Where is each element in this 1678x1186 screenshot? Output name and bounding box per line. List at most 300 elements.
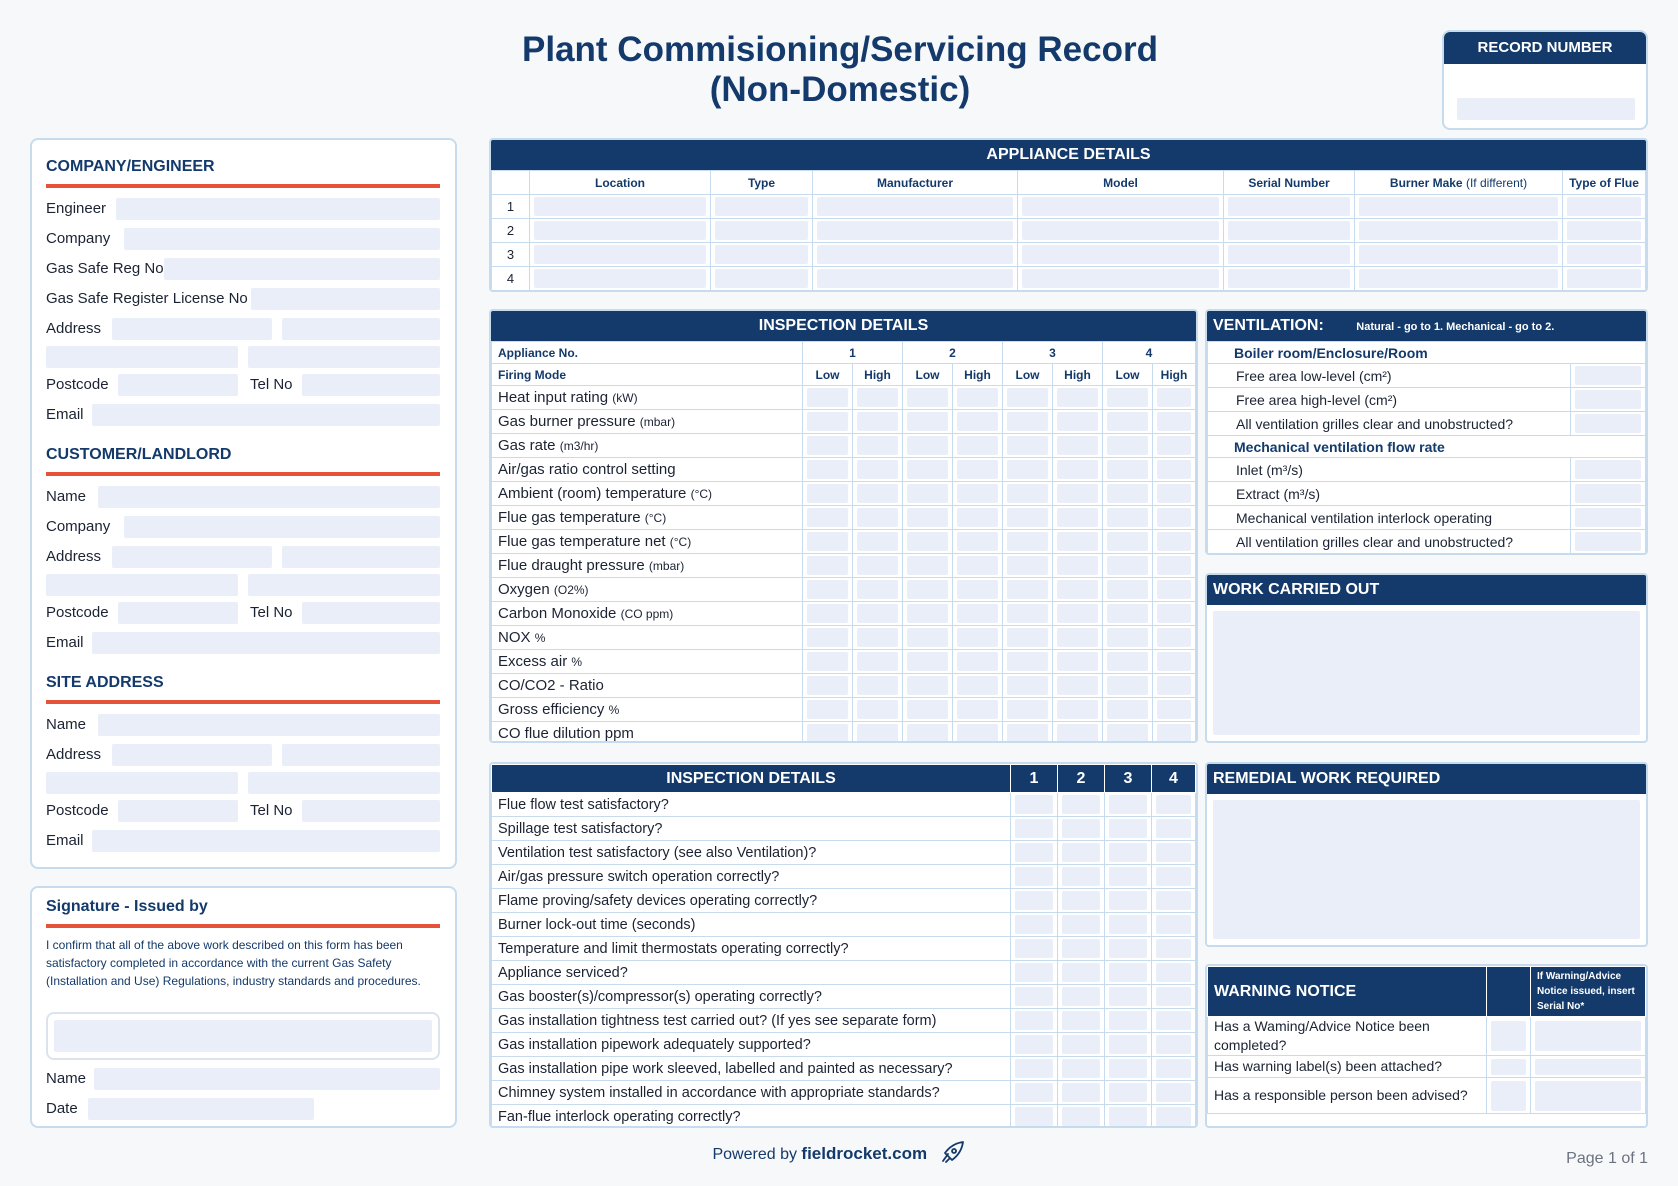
company-address-field-4[interactable] [248,346,440,368]
reading-input[interactable] [807,604,848,623]
reading-input[interactable] [857,724,898,743]
appliance-input[interactable] [1022,245,1219,264]
reading-input[interactable] [1057,580,1098,599]
reading-input[interactable] [1007,388,1048,407]
site-postcode-field[interactable] [118,800,238,822]
reading-input[interactable] [1007,532,1048,551]
reading-input[interactable] [957,700,998,719]
reading-input[interactable] [857,412,898,431]
reading-input[interactable] [857,532,898,551]
ventilation-input[interactable] [1575,390,1641,409]
reading-label-cell [492,410,803,434]
appliance-cell [1563,243,1646,267]
check-input[interactable] [1156,891,1191,910]
appliance-input[interactable] [1567,221,1641,240]
reading-input[interactable] [857,388,898,407]
appliance-input[interactable] [817,269,1013,288]
reading-input[interactable] [1157,508,1191,527]
check-input[interactable] [1062,1035,1100,1054]
customer-address-field-2[interactable] [282,546,440,568]
reading-unit: % [608,703,620,717]
warning-title: WARNING NOTICE [1208,967,1487,1017]
reading-input[interactable] [907,436,948,455]
check-input[interactable] [1109,843,1147,862]
reading-input[interactable] [1057,556,1098,575]
reading-input[interactable] [957,580,998,599]
reading-input[interactable] [1157,532,1191,551]
reading-input[interactable] [1057,532,1098,551]
reading-input[interactable] [1107,604,1148,623]
reading-input[interactable] [1007,436,1048,455]
reading-input[interactable] [907,484,948,503]
check-input[interactable] [1062,1011,1100,1030]
reading-input[interactable] [857,508,898,527]
check-input[interactable] [1062,987,1100,1006]
check-input[interactable] [1109,1059,1147,1078]
appliance-cell [1355,267,1563,291]
reading-input[interactable] [1157,676,1191,695]
reading-input[interactable] [1107,388,1148,407]
site-address-field-1[interactable] [112,744,272,766]
col-burner-make [1355,171,1563,195]
check-input[interactable] [1109,867,1147,886]
reading-input[interactable] [1157,436,1191,455]
check-cell [1058,913,1105,937]
reading-input[interactable] [807,556,848,575]
check-input[interactable] [1062,939,1100,958]
site-address-field-3[interactable] [46,772,238,794]
reading-input[interactable] [1107,508,1148,527]
appliance-input[interactable] [534,269,706,288]
col-type: Type [711,171,813,195]
appliance-input[interactable] [1022,197,1219,216]
check-input[interactable] [1062,867,1100,886]
signature-field[interactable] [54,1020,432,1052]
signature-box[interactable] [46,1012,440,1060]
ventilation-input[interactable] [1575,484,1641,503]
check-input[interactable] [1109,915,1147,934]
check-input[interactable] [1062,891,1100,910]
reading-label-cell [492,698,803,722]
appliance-input[interactable] [1567,269,1641,288]
warning-check-input[interactable] [1491,1021,1526,1051]
reading-cell [953,434,1003,458]
reading-input[interactable] [807,532,848,551]
reading-input[interactable] [807,628,848,647]
warning-serial-input[interactable] [1535,1059,1641,1075]
warning-check-input[interactable] [1491,1081,1526,1111]
reading-input[interactable] [807,724,848,743]
check-cell [1152,1033,1196,1057]
record-number-field[interactable] [1457,98,1635,120]
check-input[interactable] [1156,963,1191,982]
title-line-2: (Non-Domestic) [709,70,971,109]
appliance-input[interactable] [715,197,808,216]
check-input[interactable] [1015,1011,1053,1030]
appliance-input[interactable] [1359,221,1558,240]
reading-input[interactable] [1057,628,1098,647]
check-input[interactable] [1156,1107,1191,1126]
check-input[interactable] [1015,891,1053,910]
reading-input[interactable] [907,532,948,551]
customer-address-field-4[interactable] [248,574,440,596]
reading-input[interactable] [1057,412,1098,431]
reading-input[interactable] [857,676,898,695]
reading-input[interactable] [957,532,998,551]
reading-cell [1153,650,1196,674]
reading-input[interactable] [1057,652,1098,671]
site-address-field-2[interactable] [282,744,440,766]
check-input[interactable] [1015,795,1053,814]
customer-address-label: Address [46,548,102,565]
reading-input[interactable] [957,508,998,527]
reading-cell [1053,482,1103,506]
check-input[interactable] [1156,1059,1191,1078]
inspection-check-row [492,793,1196,817]
reading-input[interactable] [907,460,948,479]
check-input[interactable] [1062,1107,1100,1126]
appliance-input[interactable] [1228,245,1350,264]
reading-input[interactable] [1157,460,1191,479]
check-input[interactable] [1015,1059,1053,1078]
reading-input[interactable] [1057,436,1098,455]
reading-input[interactable] [1007,580,1048,599]
reading-input[interactable] [907,628,948,647]
reading-input[interactable] [857,700,898,719]
reading-input[interactable] [957,412,998,431]
engineer-field[interactable] [116,198,440,220]
check-cell [1152,841,1196,865]
check-cell [1152,985,1196,1009]
customer-address-field-3[interactable] [46,574,238,596]
reading-input[interactable] [807,580,848,599]
reading-input[interactable] [957,436,998,455]
reading-input[interactable] [907,508,948,527]
reading-input[interactable] [807,388,848,407]
company-tel-field[interactable] [302,374,440,396]
check-input[interactable] [1062,819,1100,838]
reading-input[interactable] [1157,604,1191,623]
check-input[interactable] [1156,819,1191,838]
customer-email-field[interactable] [92,632,440,654]
ventilation-input[interactable] [1575,460,1641,479]
reading-input[interactable] [957,628,998,647]
reading-input[interactable] [957,556,998,575]
reading-input[interactable] [1157,484,1191,503]
reading-input[interactable] [1107,460,1148,479]
appliance-no-label: Appliance No. [492,342,803,364]
reading-input[interactable] [957,460,998,479]
reading-input[interactable] [907,388,948,407]
appliance-input[interactable] [1228,269,1350,288]
ventilation-input[interactable] [1575,414,1641,433]
check-input[interactable] [1156,987,1191,1006]
reading-label-cell [492,578,803,602]
reading-input[interactable] [1057,508,1098,527]
appliance-input[interactable] [1022,269,1219,288]
appliance-input[interactable] [1228,221,1350,240]
reading-input[interactable] [907,604,948,623]
reading-cell [803,530,853,554]
reading-input[interactable] [1157,556,1191,575]
reading-input[interactable] [957,388,998,407]
check-label: Fan-flue interlock operating correctly? [492,1105,1011,1129]
reading-input[interactable] [857,580,898,599]
appliance-input[interactable] [534,197,706,216]
warning-serial-input[interactable] [1535,1081,1641,1111]
reading-input[interactable] [1107,652,1148,671]
check-input[interactable] [1109,1083,1147,1102]
check-input[interactable] [1109,987,1147,1006]
ventilation-label: Mechanical ventilation interlock operating [1208,506,1571,530]
check-input[interactable] [1015,819,1053,838]
check-input[interactable] [1062,1059,1100,1078]
appliance-input[interactable] [1359,269,1558,288]
reading-input[interactable] [807,700,848,719]
reading-cell [903,458,953,482]
reading-input[interactable] [957,604,998,623]
check-input[interactable] [1109,1107,1147,1126]
inspection1-table [491,341,1196,743]
ventilation-input[interactable] [1575,532,1641,551]
check-input[interactable] [1156,843,1191,862]
check-cell [1058,1057,1105,1081]
reading-input[interactable] [807,652,848,671]
reading-input[interactable] [1057,724,1098,743]
reading-input[interactable] [957,724,998,743]
appliance-input[interactable] [1359,197,1558,216]
check-input[interactable] [1156,1035,1191,1054]
check-input[interactable] [1156,795,1191,814]
remedial-field[interactable] [1213,800,1640,939]
reading-input[interactable] [907,580,948,599]
reading-input[interactable] [1007,652,1048,671]
check-cell [1058,793,1105,817]
check-cell [1105,1105,1152,1129]
reading-input[interactable] [1007,724,1048,743]
inspection2-col-4: 4 [1152,765,1196,793]
reading-input[interactable] [1007,604,1048,623]
check-input[interactable] [1109,963,1147,982]
check-input[interactable] [1109,795,1147,814]
reading-input[interactable] [807,412,848,431]
appliance-input[interactable] [715,269,808,288]
check-input[interactable] [1015,1035,1053,1054]
check-input[interactable] [1015,867,1053,886]
check-input[interactable] [1109,939,1147,958]
customer-name-field[interactable] [98,486,440,508]
reading-label: Gross efficiency [498,701,605,718]
appliance-cell [813,267,1018,291]
work-field[interactable] [1213,611,1640,735]
reading-input[interactable] [1107,724,1148,743]
site-address-field-4[interactable] [248,772,440,794]
reading-input[interactable] [1057,676,1098,695]
reading-input[interactable] [857,460,898,479]
reading-label-cell [492,650,803,674]
reading-input[interactable] [807,460,848,479]
check-input[interactable] [1109,819,1147,838]
check-input[interactable] [1109,1011,1147,1030]
appliance-input[interactable] [715,221,808,240]
reading-input[interactable] [1157,628,1191,647]
check-input[interactable] [1109,891,1147,910]
reading-input[interactable] [1107,628,1148,647]
check-input[interactable] [1062,915,1100,934]
check-cell [1152,913,1196,937]
reading-input[interactable] [1007,556,1048,575]
reading-input[interactable] [1007,412,1048,431]
signature-name-field[interactable] [94,1068,440,1090]
reading-input[interactable] [1007,508,1048,527]
gas-safe-reg-field[interactable] [164,258,440,280]
reading-cell [1003,386,1053,410]
reading-input[interactable] [907,700,948,719]
reading-input[interactable] [1007,460,1048,479]
reading-input[interactable] [1157,580,1191,599]
check-input[interactable] [1015,1083,1053,1102]
check-input[interactable] [1156,1083,1191,1102]
appliance-input[interactable] [534,245,706,264]
inspection-check-row [492,1081,1196,1105]
check-cell [1011,865,1058,889]
check-input[interactable] [1156,915,1191,934]
check-input[interactable] [1109,1035,1147,1054]
reading-cell [1103,626,1153,650]
check-cell [1011,817,1058,841]
check-cell [1011,937,1058,961]
company-address-field-1[interactable] [112,318,272,340]
reading-input[interactable] [1107,556,1148,575]
company-email-field[interactable] [92,404,440,426]
reading-input[interactable] [1107,532,1148,551]
reading-input[interactable] [857,652,898,671]
reading-input[interactable] [1107,700,1148,719]
reading-input[interactable] [1057,604,1098,623]
reading-input[interactable] [907,724,948,743]
reading-input[interactable] [1157,652,1191,671]
appliance-input[interactable] [1567,197,1641,216]
reading-input[interactable] [857,628,898,647]
reading-input[interactable] [1157,700,1191,719]
appliance-input[interactable] [715,245,808,264]
reading-input[interactable] [1057,484,1098,503]
warning-check-input[interactable] [1491,1059,1526,1075]
reading-input[interactable] [907,676,948,695]
check-input[interactable] [1062,963,1100,982]
reading-input[interactable] [857,436,898,455]
appliance-input[interactable] [1359,245,1558,264]
appliance-input[interactable] [817,221,1013,240]
company-address-field-3[interactable] [46,346,238,368]
check-input[interactable] [1015,963,1053,982]
appliance-input[interactable] [817,245,1013,264]
check-input[interactable] [1015,987,1053,1006]
reading-cell [1003,482,1053,506]
customer-postcode-field[interactable] [118,602,238,624]
check-input[interactable] [1015,939,1053,958]
reading-input[interactable] [907,556,948,575]
site-name-field[interactable] [98,714,440,736]
check-input[interactable] [1156,867,1191,886]
customer-company-field[interactable] [124,516,440,538]
ventilation-input[interactable] [1575,366,1641,385]
appliance-input[interactable] [1567,245,1641,264]
reading-input[interactable] [807,508,848,527]
check-input[interactable] [1015,915,1053,934]
reading-input[interactable] [1007,700,1048,719]
reading-input[interactable] [857,484,898,503]
check-input[interactable] [1156,939,1191,958]
reading-cell [953,722,1003,744]
reading-input[interactable] [1007,676,1048,695]
reading-input[interactable] [1007,484,1048,503]
reading-input[interactable] [1057,460,1098,479]
reading-input[interactable] [1157,412,1191,431]
reading-cell [853,506,903,530]
check-cell [1105,841,1152,865]
appliance-input[interactable] [817,197,1013,216]
company-field[interactable] [124,228,440,250]
inspection-reading-row [492,698,1196,722]
reading-input[interactable] [807,676,848,695]
site-tel-field[interactable] [302,800,440,822]
reading-input[interactable] [907,652,948,671]
appliance-input[interactable] [1228,197,1350,216]
reading-input[interactable] [957,484,998,503]
appliance-input[interactable] [534,221,706,240]
license-field[interactable] [251,288,440,310]
reading-input[interactable] [1157,388,1191,407]
reading-input[interactable] [1057,700,1098,719]
company-address-field-2[interactable] [282,318,440,340]
reading-input[interactable] [857,604,898,623]
reading-input[interactable] [807,484,848,503]
reading-cell [853,578,903,602]
reading-cell [853,482,903,506]
check-input[interactable] [1015,1107,1053,1126]
brand-link[interactable]: fieldrocket.com [801,1144,928,1163]
check-input[interactable] [1015,843,1053,862]
reading-input[interactable] [957,676,998,695]
customer-tel-field[interactable] [302,602,440,624]
reading-cell [1003,410,1053,434]
reading-input[interactable] [1107,484,1148,503]
check-input[interactable] [1156,1011,1191,1030]
reading-input[interactable] [1057,388,1098,407]
check-input[interactable] [1062,1083,1100,1102]
reading-input[interactable] [857,556,898,575]
reading-input[interactable] [1107,412,1148,431]
check-input[interactable] [1062,843,1100,862]
reading-input[interactable] [1107,436,1148,455]
reading-input[interactable] [1007,628,1048,647]
reading-input[interactable] [1107,580,1148,599]
ventilation-input[interactable] [1575,508,1641,527]
appliance-input[interactable] [1022,221,1219,240]
company-postcode-field[interactable] [118,374,238,396]
reading-input[interactable] [1157,724,1191,743]
warning-serial-input[interactable] [1535,1021,1641,1051]
check-input[interactable] [1062,795,1100,814]
customer-address-field-1[interactable] [112,546,272,568]
reading-input[interactable] [957,652,998,671]
reading-input[interactable] [907,412,948,431]
reading-input[interactable] [807,436,848,455]
reading-input[interactable] [1107,676,1148,695]
signature-date-field[interactable] [88,1098,314,1120]
site-email-field[interactable] [92,830,440,852]
